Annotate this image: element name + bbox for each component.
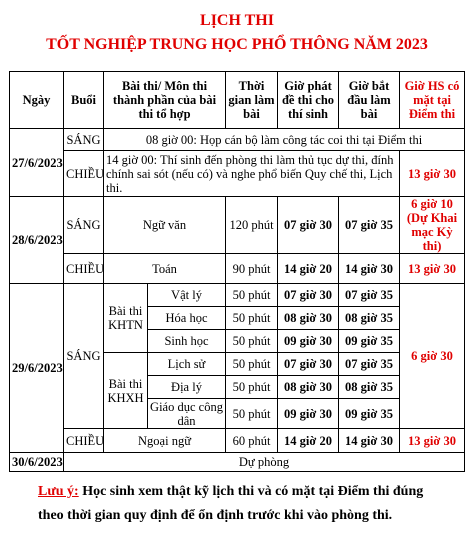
duration-cell: 50 phút <box>226 284 278 307</box>
distribute-time: 07 giờ 30 <box>278 284 339 307</box>
subject-cell: Địa lý <box>148 376 226 399</box>
table-row <box>10 284 465 307</box>
header-distribute: Giờ phát đề thi cho thí sinh <box>278 72 339 129</box>
date-cell: 28/6/2023 <box>10 197 64 284</box>
duration-cell: 120 phút <box>226 197 278 254</box>
khxh-label: Bài thi KHXH <box>104 353 148 429</box>
table-row <box>10 129 465 151</box>
subject-cell: Lịch sử <box>148 353 226 376</box>
meeting-text: 08 giờ 00: Họp cán bộ làm công tác coi thi tại Điểm thi <box>104 129 465 151</box>
subject-cell: Giáo dục công dân <box>148 399 226 429</box>
procedure-text: 14 giờ 00: Thí sinh đến phòng thi làm thủ tục dự thi, đính chính sai sót (nếu có) và nghe phổ biến Quy chế thi, Lịch thi. <box>104 151 400 197</box>
start-time: 14 giờ 30 <box>339 254 400 284</box>
session-cell: SÁNG <box>64 129 104 151</box>
header-date: Ngày <box>10 72 64 129</box>
start-time: 07 giờ 35 <box>339 197 400 254</box>
khtn-label: Bài thi KHTN <box>104 284 148 353</box>
duration-cell: 50 phút <box>226 307 278 330</box>
start-time: 07 giờ 35 <box>339 353 400 376</box>
title-line2: TỐT NGHIỆP TRUNG HỌC PHỔ THÔNG NĂM 2023 <box>46 36 428 53</box>
start-time: 07 giờ 35 <box>339 284 400 307</box>
session-cell: SÁNG <box>64 284 104 429</box>
duration-cell: 50 phút <box>226 330 278 353</box>
distribute-time: 09 giờ 30 <box>278 330 339 353</box>
date-cell: 29/6/2023 <box>10 284 64 453</box>
duration-cell: 50 phút <box>226 353 278 376</box>
arrive-time: 13 giờ 30 <box>400 151 465 197</box>
note-label: Lưu ý: <box>38 484 79 499</box>
session-cell: CHIỀU <box>64 254 104 284</box>
start-time: 09 giờ 35 <box>339 330 400 353</box>
table-row <box>10 254 465 284</box>
start-time: 14 giờ 30 <box>339 429 400 453</box>
table-row <box>10 151 465 197</box>
duration-cell: 50 phút <box>226 399 278 429</box>
header-subject: Bài thi/ Môn thi thành phần của bài thi tổ hợp <box>104 72 226 129</box>
distribute-time: 14 giờ 20 <box>278 429 339 453</box>
arrive-time: 13 giờ 30 <box>400 429 465 453</box>
arrive-time: 6 giờ 30 <box>400 284 465 429</box>
start-time: 08 giờ 35 <box>339 376 400 399</box>
arrive-time: 6 giờ 10 (Dự Khai mạc Kỳ thi) <box>400 197 465 254</box>
note-text: Học sinh xem thật kỹ lịch thi và có mặt tại Điểm thi đúng theo thời gian quy định để ổn định trước khi vào phòng thi. <box>38 484 424 523</box>
duration-cell: 90 phút <box>226 254 278 284</box>
date-cell: 30/6/2023 <box>10 453 64 472</box>
header-row <box>10 72 465 129</box>
session-cell: SÁNG <box>64 197 104 254</box>
subject-cell: Ngữ văn <box>104 197 226 254</box>
start-time: 08 giờ 35 <box>339 307 400 330</box>
distribute-time: 07 giờ 30 <box>278 197 339 254</box>
duration-cell: 60 phút <box>226 429 278 453</box>
title-line1: LỊCH THI <box>200 12 274 29</box>
distribute-time: 07 giờ 30 <box>278 353 339 376</box>
subject-cell: Hóa học <box>148 307 226 330</box>
distribute-time: 09 giờ 30 <box>278 399 339 429</box>
exam-schedule-table <box>9 71 465 472</box>
session-cell: CHIỀU <box>64 429 104 453</box>
subject-cell: Vật lý <box>148 284 226 307</box>
reserve-text: Dự phòng <box>64 453 465 472</box>
header-session: Buổi <box>64 72 104 129</box>
distribute-time: 08 giờ 30 <box>278 376 339 399</box>
header-start: Giờ bắt đầu làm bài <box>339 72 400 129</box>
distribute-time: 14 giờ 20 <box>278 254 339 284</box>
table-row <box>10 197 465 254</box>
header-duration: Thời gian làm bài <box>226 72 278 129</box>
subject-cell: Ngoại ngữ <box>104 429 226 453</box>
table-row <box>10 453 465 472</box>
session-cell: CHIỀU <box>64 151 104 197</box>
note-paragraph <box>38 480 448 528</box>
subject-cell: Sinh học <box>148 330 226 353</box>
subject-cell: Toán <box>104 254 226 284</box>
arrive-time: 13 giờ 30 <box>400 254 465 284</box>
table-row <box>10 429 465 453</box>
date-cell: 27/6/2023 <box>10 129 64 197</box>
header-arrive: Giờ HS có mặt tại Điểm thi <box>400 72 465 129</box>
start-time: 09 giờ 35 <box>339 399 400 429</box>
duration-cell: 50 phút <box>226 376 278 399</box>
distribute-time: 08 giờ 30 <box>278 307 339 330</box>
